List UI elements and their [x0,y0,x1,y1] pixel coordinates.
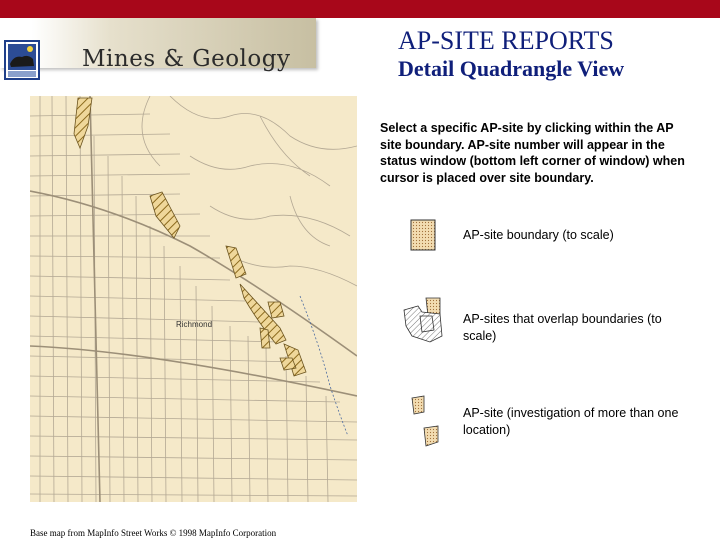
top-bar [0,0,720,18]
brand-name: Mines & Geology [82,46,291,72]
logo-band [0,18,316,72]
ap-site-area[interactable] [260,328,270,348]
map-caption: Base map from MapInfo Street Works © 1998 MapInfo Corporation [30,528,277,538]
page-subtitle: Detail Quadrangle View [398,56,625,81]
multi-location-site-icon [408,392,442,450]
single-site-icon [409,218,437,252]
overlap-sites-icon [402,296,446,344]
place-label: Richmond [176,320,213,329]
quadrangle-map[interactable] [30,96,357,502]
state-seal-icon [4,40,40,80]
instructions-text: Select a specific AP-site by clicking within the AP site boundary. AP-site number will appear in the status window (bottom left corner of window) when cursor is placed over site boundary. [380,121,685,185]
legend-label-single: AP-site boundary (to scale) [463,228,614,242]
map-background [30,96,357,502]
legend-label-multi: AP-site (investigation of more than one location) [463,406,679,437]
page-title: AP-SITE REPORTS [398,26,614,55]
legend-label-overlap: AP-sites that overlap boundaries (to scale) [463,312,662,343]
